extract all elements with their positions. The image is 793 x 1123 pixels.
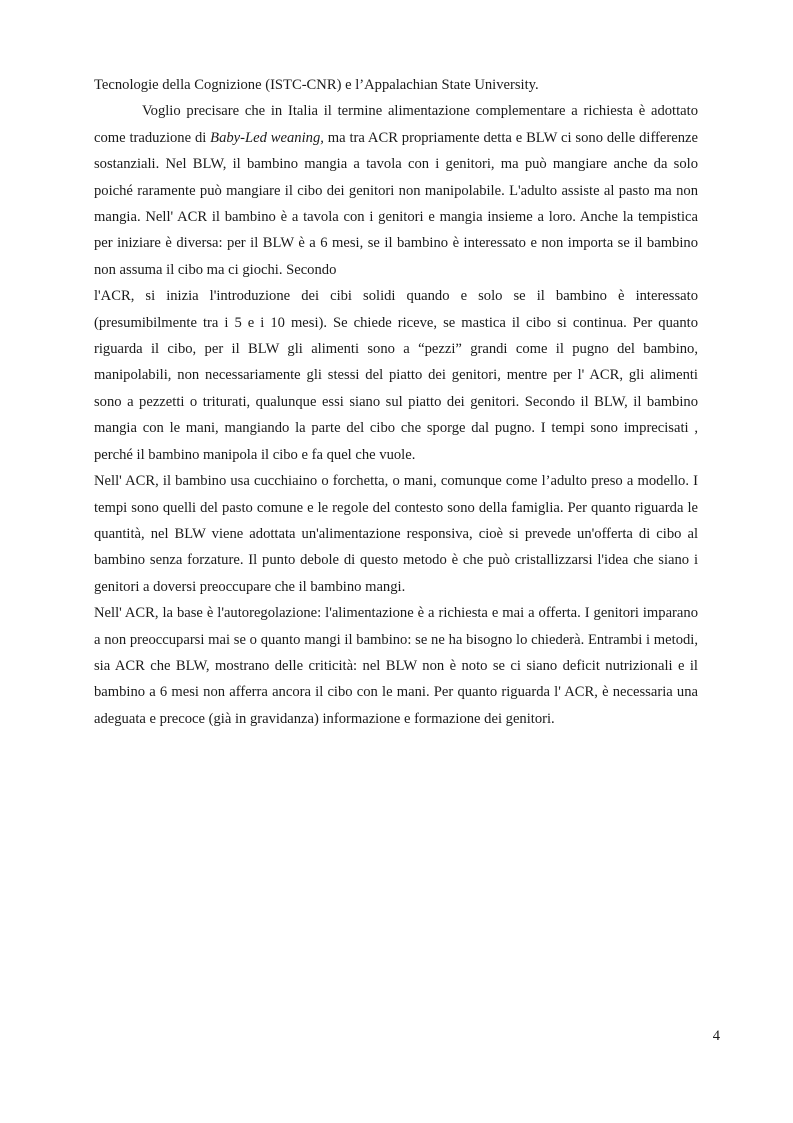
paragraph-blw-acr-intro [94, 98, 698, 283]
paragraph-acr-timing: l'ACR, si inizia l'introduzione dei cibi solidi quando e solo se il bambino è interessato (presumibilmente tra i 5 e i 10 mesi). Se chiede riceve, se mastica il cibo si continua. Per quanto riguarda il cibo, per il BLW gli alimenti sono a “pezzi” grandi come il pugno del bambino, manipolabili, non necessariamente gli stessi del piatto dei genitori, mentre per l' ACR, gli alimenti sono a pezzetti o triturati, qualunque essi siano sul piatto dei genitori. Secondo il BLW, il bambino mangia con le mani, mangiando la parte del cibo che sporge dal pugno. I tempi sono imprecisati , perché il bambino manipola il cibo e fa quel che vuole. [94, 288, 698, 463]
body-text [94, 72, 698, 732]
paragraph-continuation: Tecnologie della Cognizione (ISTC-CNR) e l’Appalachian State University. [94, 77, 539, 93]
paragraph-acr-autoregulation: Nell' ACR, la base è l'autoregolazione: l'alimentazione è a richiesta e mai a offerta. I genitori imparano a non preoccuparsi mai se o quanto mangi il bambino: se ne ha bisogno lo chiederà. Entrambi i metodi, sia ACR che BLW, mostrano delle criticità: nel BLW non è noto se ci siano deficit nutrizionali e il bambino a 6 mesi non afferra ancora il cibo con le mani. Per quanto riguarda l' ACR, è necessaria una adeguata e precoce (già in gravidanza) informazione e formazione dei genitori. [94, 605, 698, 727]
paragraph-text: Voglio precisare che in Italia il termine alimentazione complementare a richiesta è adottato come traduzione di [94, 103, 698, 146]
paragraph-text: ma tra ACR propriamente detta e BLW ci sono delle differenze sostanziali. Nel BLW, il bambino mangia a tavola con i genitori, ma può mangiare anche da solo poiché raramente può mangiare il cibo dei genitori non manipolabile. L'adulto assiste al pasto ma non mangia. Nell' ACR il bambino è a tavola con i genitori e mangia insieme a loro. Anche la tempistica per iniziare è diversa: per il BLW è a 6 mesi, se il bambino è interessato e non importa se il bambino non assuma il cibo ma ci giochi. Secondo [94, 129, 698, 278]
page-number: 4 [712, 1028, 720, 1044]
paragraph-acr-tools: Nell' ACR, il bambino usa cucchiaino o forchetta, o mani, comunque come l’adulto preso a modello. I tempi sono quelli del pasto comune e le regole del contesto sono della famiglia. Per quanto riguarda le quantità, nel BLW viene adottata un'alimentazione responsiva, cioè si prevede un'offerta di cibo al bambino senza forzature. Il punto debole di questo metodo è che può cristallizzarsi l'idea che siano i genitori a doversi preoccupare che il bambino mangi. [94, 473, 698, 595]
emphasis-baby-led-weaning: Baby-Led weaning, [210, 129, 324, 146]
